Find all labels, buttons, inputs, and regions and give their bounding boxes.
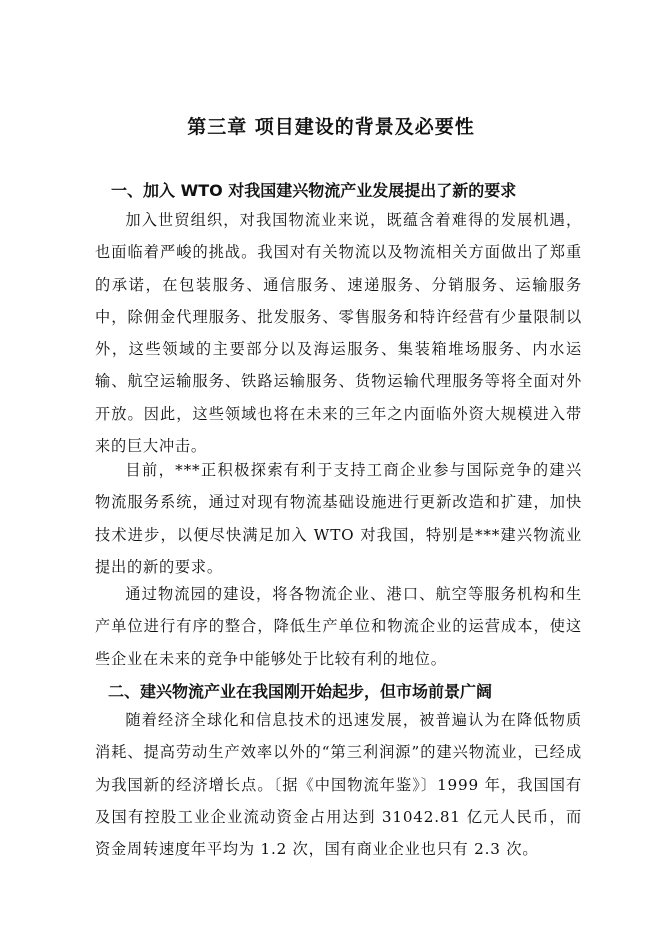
section-heading-market-prospects: 二、建兴物流产业在我国刚开始起步，但市场前景广阔 <box>108 682 493 701</box>
chapter-title: 第三章 项目建设的背景及必要性 <box>187 116 475 138</box>
paragraph-logistics-park: 通过物流园的建设，将各物流企业、港口、航空等服务机构和生产单位进行有序的整合，降低生产单位和物流企业的运营成本，使这些企业在未来的竞争中能够处于比较有利的地位。 <box>95 585 582 668</box>
paragraph-wto-opportunities: 加入世贸组织，对我国物流业来说，既蕴含着难得的发展机遇，也面临着严峻的挑战。我国对有关物流以及物流相关方面做出了郑重的承诺，在包装服务、通信服务、速递服务、分销服务、运输服务中，除佣金代理服务、批发服务、零售服务和特许经营有少量限制以外，这些领域的主要部分以及海运服务、集装箱堆场服务、内水运输、航空运输服务、铁路运输服务、货物运输代理服务等将全面对外开放。因此，这些领域也将在未来的三年之内面临外资大规模进入带来的巨大冲击。 <box>95 211 582 456</box>
paragraph-logistics-system: 目前，***正积极探索有利于支持工商企业参与国际竞争的建兴物流服务系统，通过对现有物流基础设施进行更新改造和扩建，加快技术进步，以便尽快满足加入 WTO 对我国，特别是***建兴物流业提出的新的要求。 <box>95 461 582 576</box>
paragraph-third-profit-source: 随着经济全球化和信息技术的迅速发展，被普遍认为在降低物质消耗、提高劳动生产效率以外的“第三利润源”的建兴物流业，已经成为我国新的经济增长点。〔据《中国物流年鉴》〕1999 年，我国国有及国有控股工业企业流动资金占用达到 31042.81 亿元人民币，而资金周转速度年平均为 1.2 次，国有商业企业也只有 2.3 次。 <box>95 711 582 859</box>
section-heading-wto: 一、加入 WTO 对我国建兴物流产业发展提出了新的要求 <box>111 181 517 200</box>
